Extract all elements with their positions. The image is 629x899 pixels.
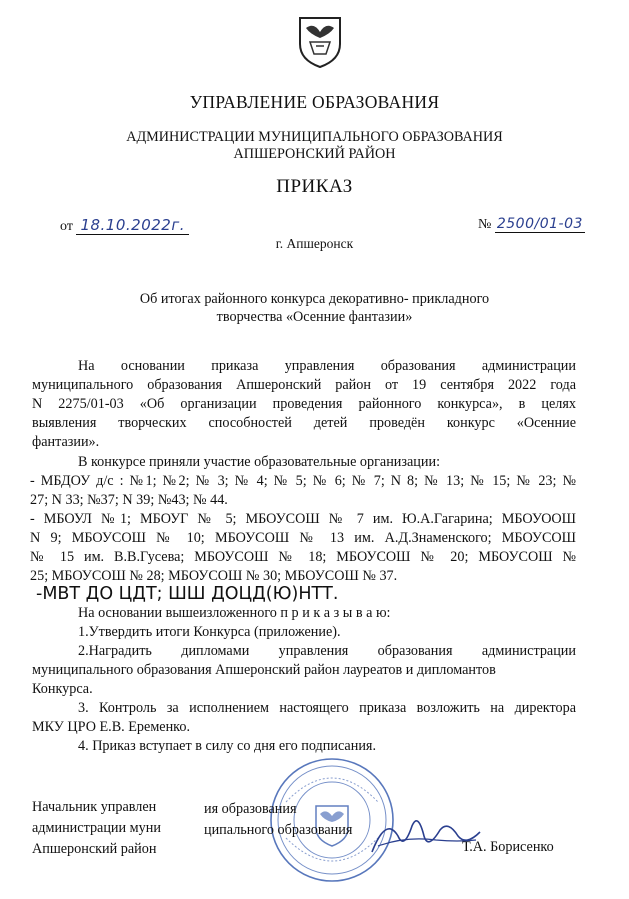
para1-line-3: N 2275/01-03 «Об организации проведения районного конкурса», в целях xyxy=(32,396,576,412)
list2-line-4: 25; МБОУСОШ № 28; МБОУСОШ № 30; МБОУСОШ № 37. xyxy=(30,568,398,584)
city: г. Апшеронск xyxy=(275,236,354,251)
list2-line-2: N 9; МБОУСОШ № 10; МБОУСОШ № 13 им. А.Д.Знаменского; МБОУСОШ xyxy=(30,530,576,546)
date-value: 18.10.2022г. xyxy=(76,216,189,235)
order-intro: На основании вышеизложенного п р и к а з ы в а ю: xyxy=(78,605,391,621)
signature-left-1: Начальник управлен xyxy=(32,799,157,815)
admin-line-2: АПШЕРОНСКИЙ РАЙОН xyxy=(233,146,396,162)
participants-intro: В конкурсе приняли участие образовательные организации: xyxy=(78,454,441,470)
para1-line-1: На основании приказа управления образования администрации xyxy=(78,358,576,374)
admin-line-1: АДМИНИСТРАЦИИ МУНИЦИПАЛЬНОГО ОБРАЗОВАНИЯ xyxy=(126,129,503,145)
item2-line-1: 2.Наградить дипломами управления образования администрации xyxy=(78,643,576,659)
signature-mid-2: ципального образования xyxy=(204,822,353,838)
org-title: УПРАВЛЕНИЕ ОБРАЗОВАНИЯ xyxy=(189,92,440,112)
item3-line-1: 3. Контроль за исполнением настоящего приказа возложить на директора xyxy=(78,700,576,716)
item-1: 1.Утвердить итоги Конкурса (приложение). xyxy=(78,624,341,640)
para1-line-4: выявления творческих способностей детей проведён конкурс «Осенние xyxy=(32,415,576,431)
list1-line-2: 27; N 33; №37; N 39; №43; № 44. xyxy=(30,492,228,508)
emblem-icon xyxy=(296,14,344,70)
para1-line-2: муниципального образования Апшеронский район от 19 сентября 2022 года xyxy=(32,377,576,393)
signer-name: Т.А. Борисенко xyxy=(462,839,554,855)
item-4: 4. Приказ вступает в силу со дня его подписания. xyxy=(78,738,376,754)
list2-line-1: - МБОУЛ №1; МБОУГ № 5; МБОУСОШ № 7 им. Ю.А.Гагарина; МБОУООШ xyxy=(30,511,576,527)
date-line xyxy=(60,216,189,235)
subject-line-2: творчества «Осенние фантазии» xyxy=(216,309,413,325)
date-prefix: от xyxy=(60,219,73,234)
list2-line-3: № 15 им. В.В.Гусева; МБОУСОШ № 18; МБОУСОШ № 20; МБОУСОШ № xyxy=(30,549,576,565)
item3-line-2: МКУ ЦРО Е.В. Еременко. xyxy=(32,719,190,735)
number-value: 2500/01-03 xyxy=(496,216,583,232)
signature-left-2: администрации муни xyxy=(32,820,161,836)
signature-mid-1: ия образования xyxy=(204,801,297,817)
number-prefix: № xyxy=(478,217,492,232)
signature-left-3: Апшеронский район xyxy=(32,841,157,857)
item2-line-2: муниципального образования Апшеронский район лауреатов и дипломантов xyxy=(32,662,496,678)
list1-line-1: - МБДОУ д/с : №1; №2; № 3; № 4; № 5; № 6; № 7; N 8; № 13; № 15; № 23; № xyxy=(30,473,576,489)
handwritten-signature-icon xyxy=(366,806,486,866)
subject-line-1: Об итогах районного конкурса декоративно- прикладного xyxy=(139,291,490,307)
para1-line-5: фантазии». xyxy=(32,434,100,450)
number-line xyxy=(478,216,585,233)
item2-line-3: Конкурса. xyxy=(32,681,93,697)
doc-type: ПРИКАЗ xyxy=(276,176,353,197)
list3: -МВТ ДО ЦДТ; ШШ ДОЦД(Ю)НТТ. xyxy=(36,584,339,604)
